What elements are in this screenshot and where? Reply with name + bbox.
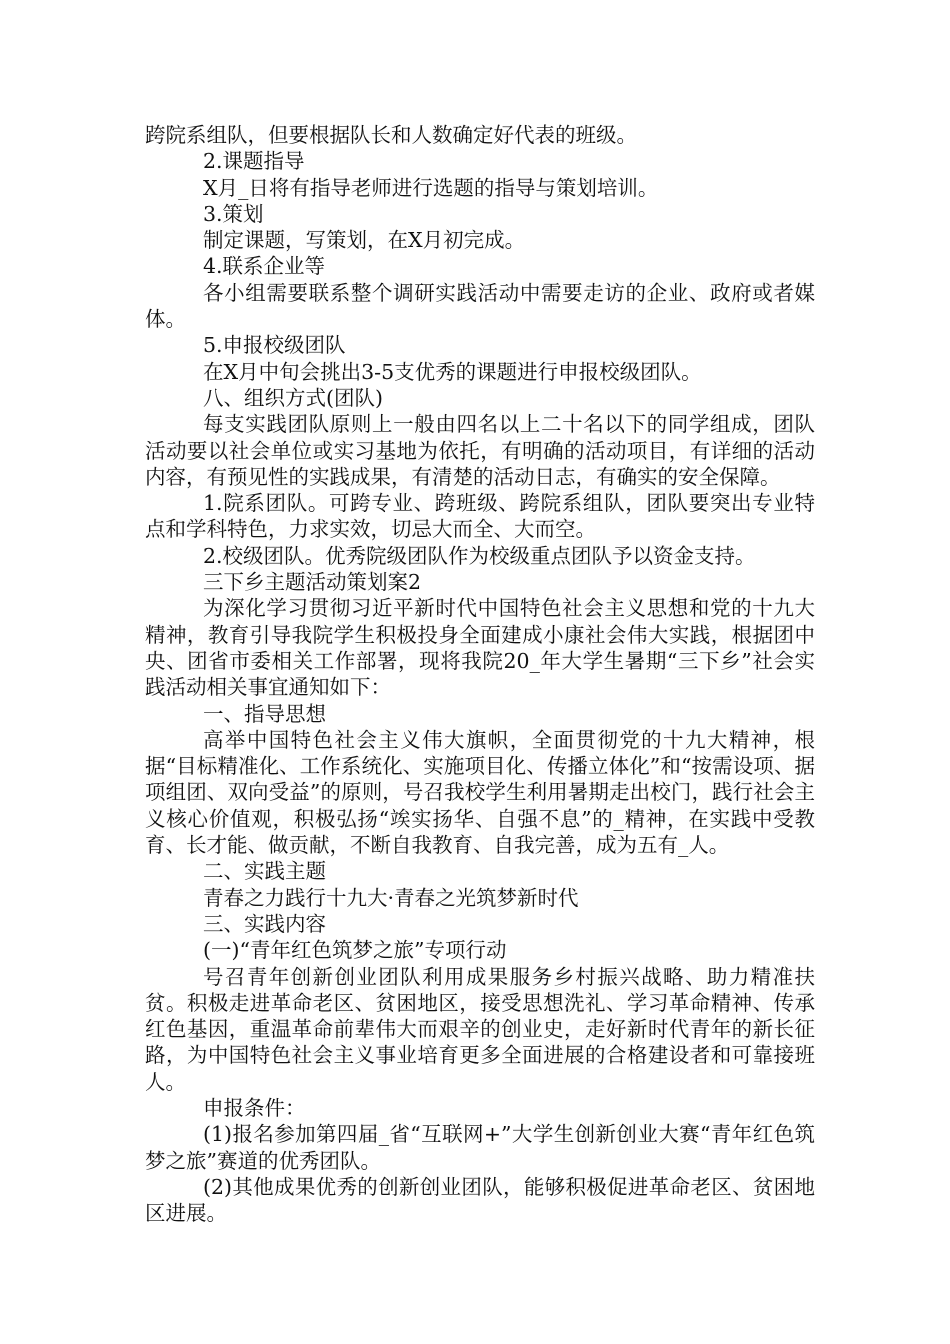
paragraph: 高举中国特色社会主义伟大旗帜，全面贯彻党的十九大精神，根据“目标精准化、工作系统化、实施项目化、传播立体化”和“按需设项、据项组团、双向受益”的原则，号召我校学生利用暑期走出校门，践行社会主义核心价值观，积极弘扬“竢实扬华、自强不息”的_精神，在实践中受教育、长才能、做贡献，不断自我教育、自我完善，成为五有_人。 xyxy=(145,727,815,858)
paragraph: 申报条件： xyxy=(203,1095,306,1120)
paragraph: 制定课题，写策划，在X月初完成。 xyxy=(203,228,526,253)
paragraph: 各小组需要联系整个调研实践活动中需要走访的企业、政府或者媒体。 xyxy=(145,280,815,332)
paragraph: 每支实践团队原则上一般由四名以上二十名以下的同学组成，团队活动要以社会单位或实习基地为依托，有明确的活动项目，有详细的活动内容，有预见性的实践成果，有清楚的活动日志，有确实的安全保障。 xyxy=(145,412,815,489)
paragraph: 为深化学习贯彻习近平新时代中国特色社会主义思想和党的十九大精神，教育引导我院学生积极投身全面建成小康社会伟大实践，根据团中央、团省市委相关工作部署，现将我院20_年大学生暑期“三下乡”社会实践活动相关事宜通知如下： xyxy=(145,596,815,700)
subsection-heading: (一)“青年红色筑梦之旅”专项行动 xyxy=(203,938,507,963)
section-heading: 三、实践内容 xyxy=(203,911,326,936)
paragraph: 在X月中旬会挑出3-5支优秀的课题进行申报校级团队。 xyxy=(203,359,702,384)
document-body xyxy=(145,122,815,1226)
paragraph: X月_日将有指导老师进行选题的指导与策划培训。 xyxy=(203,175,659,200)
paragraph: 5.申报校级团队 xyxy=(203,333,346,358)
section-heading: 一、指导思想 xyxy=(203,701,326,726)
paragraph: 3.策划 xyxy=(203,201,264,226)
list-item: (1)报名参加第四届_省“互联网+”大学生创新创业大赛“青年红色筑梦之旅”赛道的优秀团队。 xyxy=(145,1122,815,1173)
list-item: (2)其他成果优秀的创新创业团队，能够积极促进革命老区、贫困地区进展。 xyxy=(145,1174,815,1226)
paragraph: 2.课题指导 xyxy=(203,149,305,174)
paragraph: 4.联系企业等 xyxy=(203,254,326,279)
paragraph: 2.校级团队。优秀院级团队作为校级重点团队予以资金支持。 xyxy=(203,543,756,568)
section-heading: 二、实践主题 xyxy=(203,859,326,884)
section-heading: 八、组织方式(团队) xyxy=(203,385,383,410)
paragraph: 号召青年创新创业团队利用成果服务乡村振兴战略、助力精准扶贫。积极走进革命老区、贫困地区，接受思想洗礼、学习革命精神、传承红色基因，重温革命前辈伟大而艰辛的创业史，走好新时代青年的新长征路，为中国特色社会主义事业培育更多全面进展的合格建设者和可靠接班人。 xyxy=(145,964,815,1094)
document-subtitle: 三下乡主题活动策划案2 xyxy=(203,570,422,595)
paragraph: 青春之力践行十九大·青春之光筑梦新时代 xyxy=(203,885,579,910)
paragraph: 1.院系团队。可跨专业、跨班级、跨院系组队，团队要突出专业特点和学科特色，力求实效，切忌大而全、大而空。 xyxy=(145,491,815,542)
paragraph: 跨院系组队，但要根据队长和人数确定好代表的班级。 xyxy=(145,123,637,147)
